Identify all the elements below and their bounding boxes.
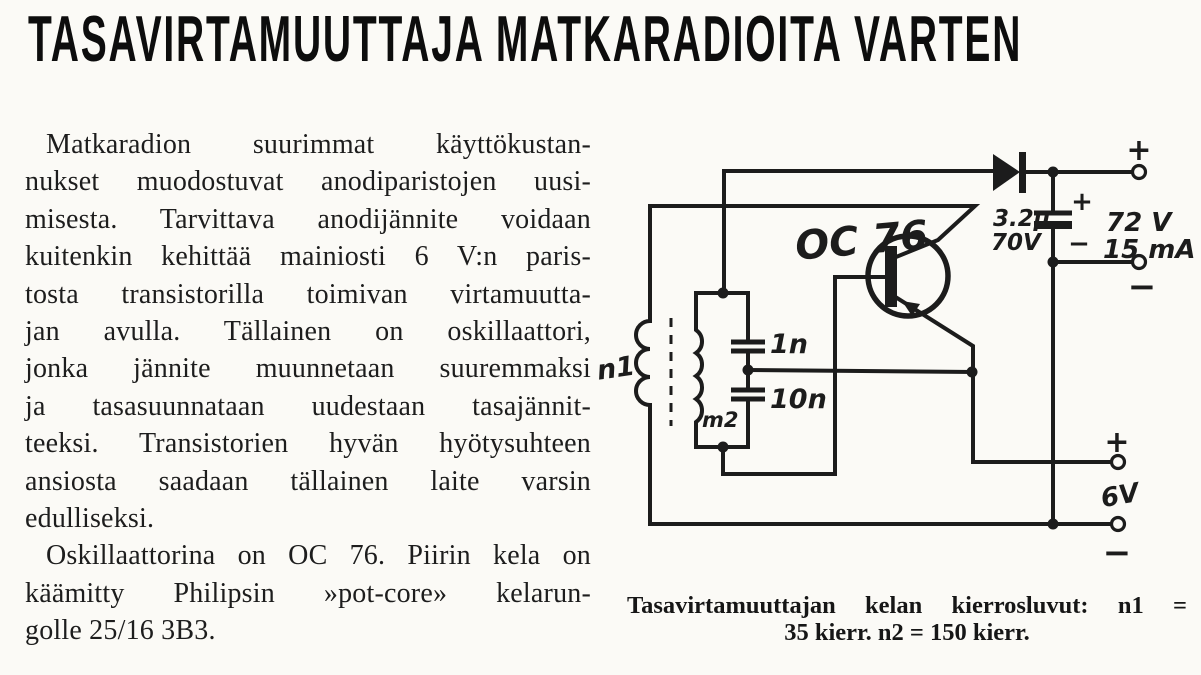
diode: [993, 152, 1026, 193]
text-line: edulliseksi.: [25, 502, 155, 534]
filter-cap-voltage-label: 70V: [991, 230, 1041, 256]
junction-dot: [1048, 167, 1059, 178]
cap-10n-label: 10n: [770, 384, 827, 415]
junction-dot: [1048, 257, 1059, 268]
terminal-72v-plus-sign: +: [1126, 138, 1152, 168]
cap-1n-label: 1n: [770, 329, 809, 360]
cap-1n-top-lead: [723, 293, 748, 340]
text-line: nukset muodostuvat anodiparistojen uusi-: [25, 166, 591, 198]
output-current-label: 15 mA: [1103, 235, 1196, 265]
circuit-schematic: [585, 138, 1201, 566]
text-line: jan avulla. Tällainen on oskillaattori,: [25, 315, 591, 347]
primary-winding: [636, 206, 650, 524]
text-line: teeksi. Transistorien hyvän hyötysuhteen: [25, 428, 591, 460]
winding-n2-label: m2: [702, 408, 739, 432]
filter-cap-minus-sign: −: [1068, 229, 1090, 259]
transformer: [595, 206, 739, 524]
filter-cap-plus-sign: +: [1071, 187, 1093, 217]
terminal-72v-minus-sign: −: [1127, 267, 1157, 307]
wire-emitter: [897, 298, 1111, 462]
transistor-label: OC 76: [793, 212, 930, 270]
diode-cathode-bar: [1019, 152, 1026, 193]
filter-cap-value-label: 3.2µ: [993, 206, 1051, 232]
page-title: TASAVIRTAMUUTTAJA MATKARADIOITA VARTEN: [28, 2, 1023, 75]
terminal-6v-minus-sign: −: [1102, 533, 1132, 566]
junction-dot: [718, 442, 729, 453]
text-line: ansiosta saadaan tällainen laite varsin: [25, 465, 591, 497]
caption-line: 35 kierr. n2 = 150 kierr.: [784, 619, 1030, 646]
text-line: Matkaradion suurimmat käyttökustan-: [46, 129, 591, 160]
transistor: [793, 212, 948, 316]
text-line: kuitenkin kehittää mainiosti 6 V:n paris-: [25, 241, 591, 273]
figure-caption: [627, 592, 1187, 646]
terminal-6v-plus-sign: +: [1104, 425, 1130, 460]
junction-dot: [718, 288, 729, 299]
article-body: [25, 126, 591, 649]
text-line: Oskillaattorina on OC 76. Piirin kela on: [46, 540, 591, 572]
wire-cap-tap: [748, 370, 972, 372]
diode-triangle-icon: [993, 154, 1020, 191]
text-line: ja tasasuunnataan uudestaan tasajännit-: [25, 390, 591, 422]
terminal-6v-minus: [1112, 518, 1125, 531]
winding-n1-label: n1: [594, 350, 637, 387]
text-line: golle 25/16 3B3.: [25, 615, 216, 647]
output-voltage-label: 72 V: [1106, 208, 1172, 238]
battery-voltage-label: 6V: [1098, 478, 1142, 515]
filter-capacitor: [991, 172, 1093, 259]
text-line: misesta. Tarvittava anodijännite voidaan: [25, 203, 591, 235]
junction-dot: [967, 367, 978, 378]
caption-line: Tasavirtamuuttajan kelan kierrosluvut: n1 =: [627, 592, 1187, 619]
text-line: jonka jännite muunnetaan suuremmaksi: [25, 353, 591, 385]
text-line: tosta transistorilla toimivan virtamuutta-: [25, 278, 591, 310]
text-line: käämitty Philipsin »pot-core» kelarun-: [25, 577, 591, 609]
junction-dot: [1048, 519, 1059, 530]
junction-dot: [743, 365, 754, 376]
